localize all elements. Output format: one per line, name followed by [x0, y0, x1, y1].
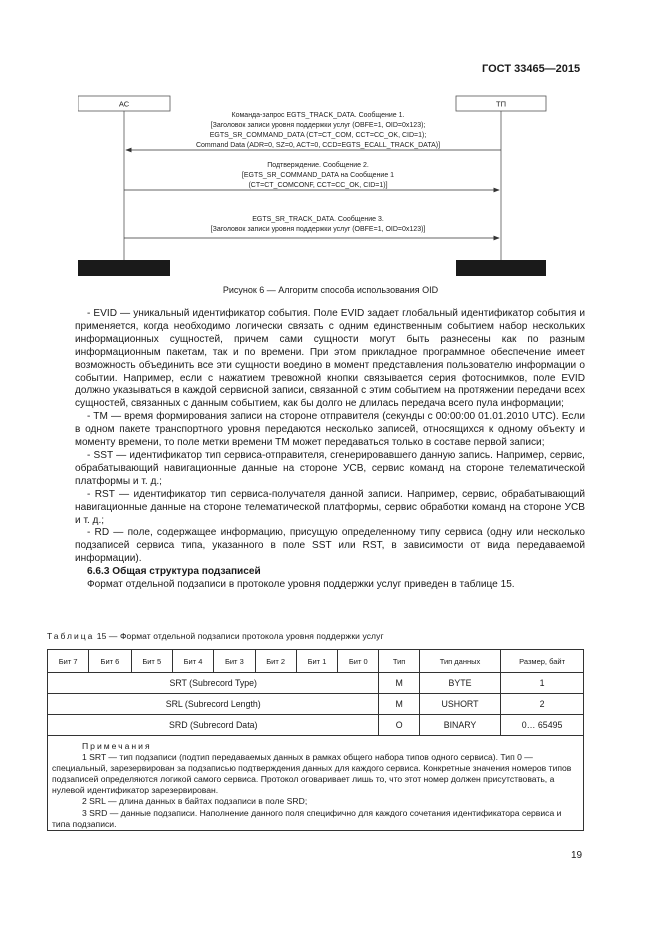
paragraph-table-ref: Формат отдельной подзаписи в протоколе уровня поддержки услуг приведен в таблице 15. — [87, 579, 515, 591]
msg1-line4: Command Data (ADR=0, SZ=0, ACT=0, CCD=EGTS_ECALL_TRACK_DATA)] — [195, 142, 441, 149]
header-cell: Бит 4 — [172, 650, 213, 673]
lifeline-end-tp — [456, 260, 546, 276]
table-notes — [52, 741, 580, 830]
msg2-line1: Подтверждение. Сообщение 2. — [267, 162, 369, 169]
size-cell: 0… 65495 — [501, 715, 584, 736]
field-cell: SRT (Subrecord Type) — [48, 673, 379, 694]
table-row — [48, 694, 584, 715]
lifeline-end-ac — [78, 260, 170, 276]
header-cell: Бит 5 — [131, 650, 172, 673]
msg1-line2: [Заголовок записи уровня поддержки услуг (OBFE=1, OID=0x123); — [210, 122, 426, 129]
type-cell: M — [379, 694, 419, 715]
msg3-line2: [Заголовок записи уровня поддержки услуг (OBFE=1, OID=0x123)] — [210, 226, 426, 233]
msg2-line2: [EGTS_SR_COMMAND_DATA на Сообщение 1 — [241, 172, 395, 179]
header-cell: Бит 3 — [214, 650, 255, 673]
table-row — [48, 673, 584, 694]
header-cell: Тип — [379, 650, 419, 673]
paragraph-tm: - TM — время формирования записи на стороне отправителя (секунды с 00:00:00 01.01.2010 UTC). Если в одном пакете транспортного уровня передаются несколько записей, относящихся к одному объекту и моменту времени, то поле метки времени TM может передаваться только в составе первой записи; — [75, 411, 585, 449]
entity-label-tp: ТП — [496, 99, 506, 109]
header-cell: Бит 6 — [89, 650, 131, 673]
msg1-line3: EGTS_SR_COMMAND_DATA (CT=CT_COM, CCT=CC_OK, CID=1); — [209, 132, 427, 139]
type-cell: O — [379, 715, 419, 736]
msg1-line1: Команда-запрос EGTS_TRACK_DATA. Сообщение 1. — [231, 112, 405, 119]
header-cell: Тип данных — [419, 650, 500, 673]
entity-label-ac: АС — [118, 99, 130, 109]
size-cell: 1 — [501, 673, 584, 694]
field-cell: SRD (Subrecord Data) — [48, 715, 379, 736]
header-cell: Бит 2 — [255, 650, 296, 673]
sequence-diagram — [78, 94, 586, 278]
header-cell: Бит 0 — [338, 650, 379, 673]
subrecord-format-table — [47, 649, 584, 736]
table-caption-word: Таблица — [47, 631, 95, 641]
header-cell: Бит 7 — [48, 650, 89, 673]
type-cell: M — [379, 673, 419, 694]
paragraph-evid: - EVID — уникальный идентификатор события. Поле EVID задает глобальный идентификатор события и применяется, когда необходимо логически связать с одним единственным событием набор нескольких информационных сущностей, причем сами сущности могут быть разнесены как по разным информационным пакетам, так и по времени. При этом прикладное программное обеспечение имеет возможность объединить все эти сущности воедино в момент представления пользователю информации о событии. Например, если с нажатием тревожной кнопки связывается серия фотоснимков, поле EVID должно указываться в каждой сервисной записи, связанной с этим событием на протяжении передачи всех сущностей, связанных с данным событием, как бы долго не длилась передача всего пула информации; — [75, 308, 585, 410]
msg2-line3: (CT=CT_COMCONF, CCT=CC_OK, CID=1)] — [248, 182, 388, 189]
sequence-diagram-svg — [78, 94, 586, 278]
header-cell: Размер, байт — [501, 650, 584, 673]
figure-caption: Рисунок 6 — Алгоритм способа использования OID — [222, 285, 439, 295]
msg3-line1: EGTS_SR_TRACK_DATA. Сообщение 3. — [252, 216, 384, 223]
table-caption-text: 15 — Формат отдельной подзаписи протокола уровня поддержки услуг — [96, 631, 384, 641]
table-caption — [47, 631, 384, 641]
table-header-row — [48, 650, 584, 673]
notes-title: Примечания — [82, 741, 152, 751]
dtype-cell: BYTE — [419, 673, 500, 694]
header-cell: Бит 1 — [296, 650, 337, 673]
table-row — [48, 715, 584, 736]
document-header: ГОСТ 33465—2015 — [482, 63, 581, 75]
dtype-cell: USHORT — [419, 694, 500, 715]
paragraph-rd: - RD — поле, содержащее информацию, присущую определенному типу сервиса (одну или несколько подзаписей сервиса типа, указанного в поле SST или RST, в зависимости от вида передаваемой информации). — [75, 527, 585, 565]
page-number: 19 — [571, 850, 583, 861]
note-1: 1 SRT — тип подзаписи (подтип передаваемых данных в рамках общего набора типов одного сервиса). Тип 0 — специальный, зарезервирован за подзаписью подтверждения данных для каждого сервиса. Конкретные значения номеров типов подзаписей определяются логикой самого сервиса. Протокол оговаривает лишь то, что этот номер должен присутствовать, а нулевой идентификатор зарезервирован. — [52, 752, 572, 796]
field-cell: SRL (Subrecord Length) — [48, 694, 379, 715]
note-2: 2 SRL — длина данных в байтах подзаписи в поле SRD; — [82, 796, 308, 807]
size-cell: 2 — [501, 694, 584, 715]
paragraph-sst: - SST — идентификатор тип сервиса-отправителя, сгенерировавшего данную запись. Например, сервис, обрабатывающий навигационные данные на стороне УСВ, сервис команд на стороне телематической платформы и т. д.; — [75, 449, 585, 487]
section-heading: 6.6.3 Общая структура подзаписей — [87, 566, 261, 578]
note-3: 3 SRD — данные подзаписи. Наполнение данного поля специфично для каждого сочетания идентификатора сервиса и типа подзаписи. — [52, 807, 562, 829]
body-text — [75, 308, 585, 592]
paragraph-rst: - RST — идентификатор тип сервиса-получателя данной записи. Например, сервис, обрабатывающий навигационные данные на стороне телематической платформы, сервис обработки команд на стороне УСВ и т. д.; — [75, 488, 585, 526]
dtype-cell: BINARY — [419, 715, 500, 736]
